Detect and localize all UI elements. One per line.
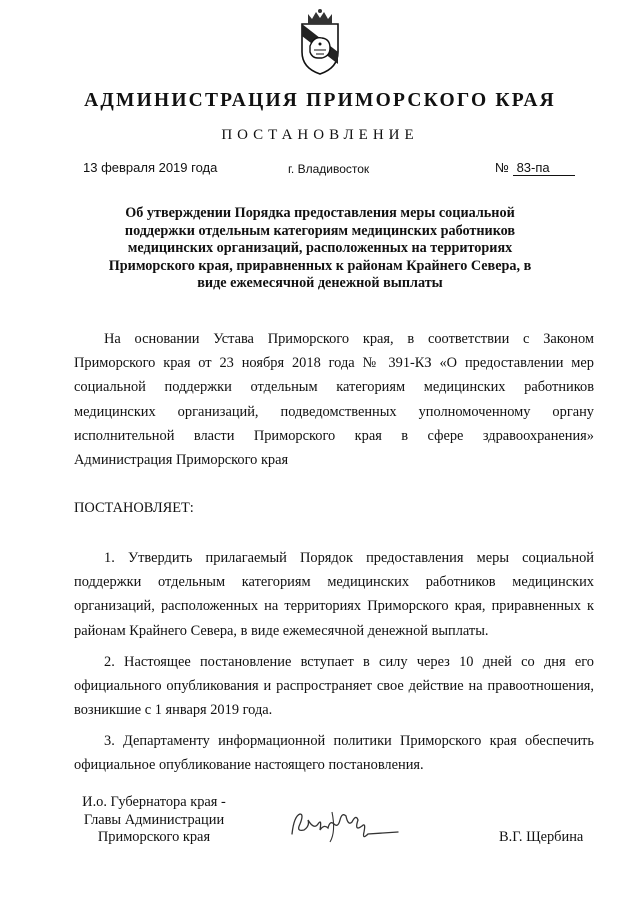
- signatory-name: В.Г. Щербина: [499, 829, 584, 845]
- document-type: ПОСТАНОВЛЕНИЕ: [221, 127, 419, 143]
- signatory-position-line: Главы Администрации: [83, 811, 225, 828]
- document-title: Об утверждении Порядка предоставления меры социальной поддержки отдельным категориям медицинских работников медицинских организаций, расположенных на территориях Приморского края, приравненных к районам Крайнего Севера, в виде ежемесячной денежной выплаты: [108, 205, 532, 291]
- document-number: [495, 160, 575, 176]
- resolution-item-2: 2. Настоящее постановление вступает в силу через 10 дней со дня его официального опубликования и распространяет свое действие на правоотношения, возникшие с 1 января 2019 года.: [74, 654, 594, 719]
- resolution-item-1: 1. Утвердить прилагаемый Порядок предоставления меры социальной поддержки отдельным категориям медицинских работников медицинских организаций, расположенных на территориях Приморского края, приравненных к районам Крайнего Севера, в виде ежемесячной денежной выплаты.: [74, 550, 594, 639]
- resolution-item-3: 3. Департаменту информационной политики Приморского края обеспечить официальное опубликование настоящего постановления.: [74, 733, 594, 774]
- document-date: 13 февраля 2019 года: [83, 160, 218, 175]
- number-value: 83-па: [513, 160, 575, 176]
- resolves-heading: ПОСТАНОВЛЯЕТ:: [74, 500, 194, 516]
- organization-title: АДМИНИСТРАЦИЯ ПРИМОРСКОГО КРАЯ: [84, 90, 556, 111]
- signatory-position: [74, 794, 234, 847]
- coat-of-arms-icon: [296, 6, 344, 78]
- document-city: г. Владивосток: [288, 162, 370, 176]
- number-prefix: №: [495, 160, 509, 175]
- signatory-position-line: И.о. Губернатора края -: [82, 794, 226, 810]
- preamble-paragraph: На основании Устава Приморского края, в соответствии с Законом Приморского края от 23 ноября 2018 года № 391-КЗ «О предоставлении мер социальной поддержки отдельным категориям медицинских работников медицинских организаций, подведомственных уполномоченному органу исполнительной власти Приморского края в сфере здравоохранения» Администрация Приморского края: [74, 331, 594, 469]
- signatory-position-line: Приморского края: [97, 829, 211, 845]
- handwritten-signature: [288, 802, 400, 848]
